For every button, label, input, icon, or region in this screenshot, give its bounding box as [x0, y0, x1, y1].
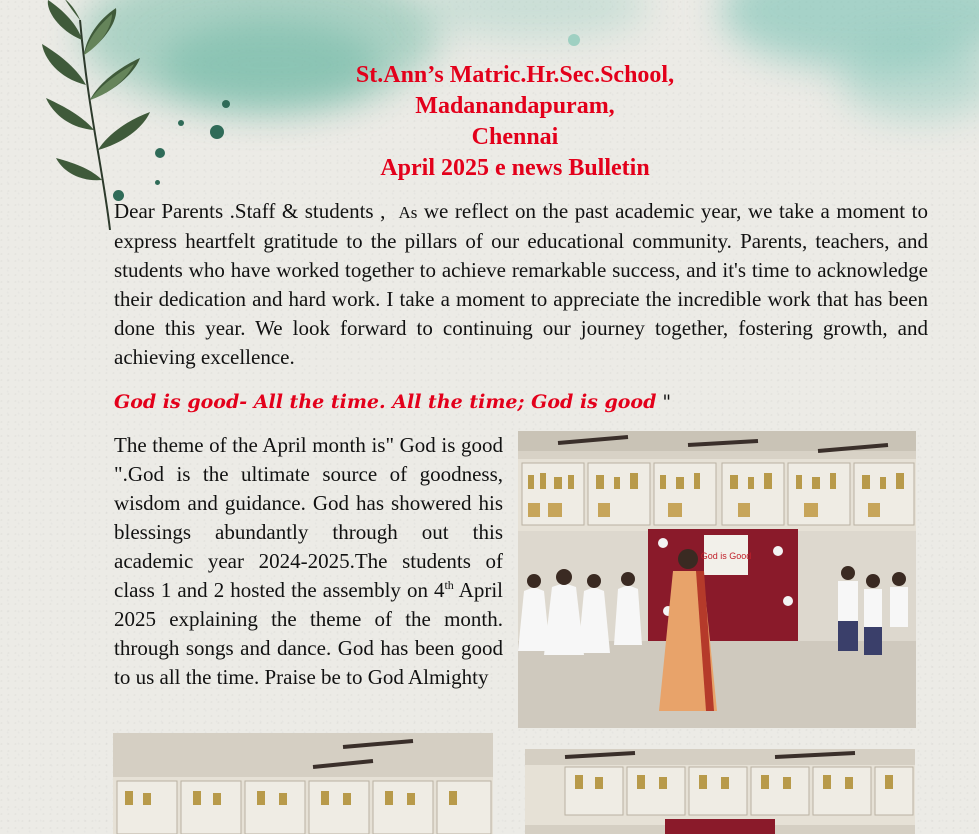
- theme-paragraph: [114, 431, 503, 692]
- decorative-dot: [568, 34, 580, 46]
- banner-text: God is Good: [700, 551, 752, 561]
- watercolor-wash: [420, 0, 650, 40]
- school-city: Chennai: [471, 124, 559, 150]
- theme-text-start: The theme of the April month is" God is good ".God is the ultimate source of goodness, wisdom and guidance. God has showered his blessings abundantly through out this academic year 2024-2025.The students of class 1 and 2 hosted the assembly on 4: [114, 433, 503, 602]
- bulletin-header: [260, 60, 770, 184]
- theme-superscript: th: [444, 578, 454, 592]
- decorative-dot: [210, 125, 224, 139]
- decorative-dot: [178, 120, 184, 126]
- assembly-photo: [518, 431, 916, 728]
- trophy-room-photo-left: [113, 733, 493, 834]
- intro-as-word: As: [398, 203, 418, 222]
- trophy-room-photo-right: [525, 749, 915, 834]
- intro-body: we reflect on the past academic year, we take a moment to express heartfelt gratitude to the pillars of our educational community. Parents, teachers, and students who have worked together to achieve remarkable success, and it's time to acknowledge their dedication and hard work. I take a moment to appreciate the incredible work that has been done this year. We look forward to continuing our journey together, fostering growth, and achieving excellence.: [114, 199, 929, 369]
- intro-paragraph: [114, 197, 928, 372]
- bulletin-title: April 2025 e news Bulletin: [380, 155, 650, 181]
- quote-tail: ": [656, 391, 672, 413]
- watercolor-wash: [840, 40, 979, 120]
- school-locality: Madanandapuram,: [415, 93, 615, 119]
- quote-text: God is good- All the time. All the time; God is good: [114, 391, 657, 413]
- decorative-dot: [222, 100, 230, 108]
- intro-salutation: Dear Parents .Staff & students ,: [114, 199, 386, 223]
- leaf-branch-icon: [18, 0, 168, 230]
- theme-quote: [114, 388, 814, 416]
- school-name: St.Ann’s Matric.Hr.Sec.School,: [355, 62, 675, 88]
- theme-text-end: April 2025 explaining the theme of the month. through songs and dance. God has been good to us all the time. Praise be to God Almighty: [114, 578, 504, 689]
